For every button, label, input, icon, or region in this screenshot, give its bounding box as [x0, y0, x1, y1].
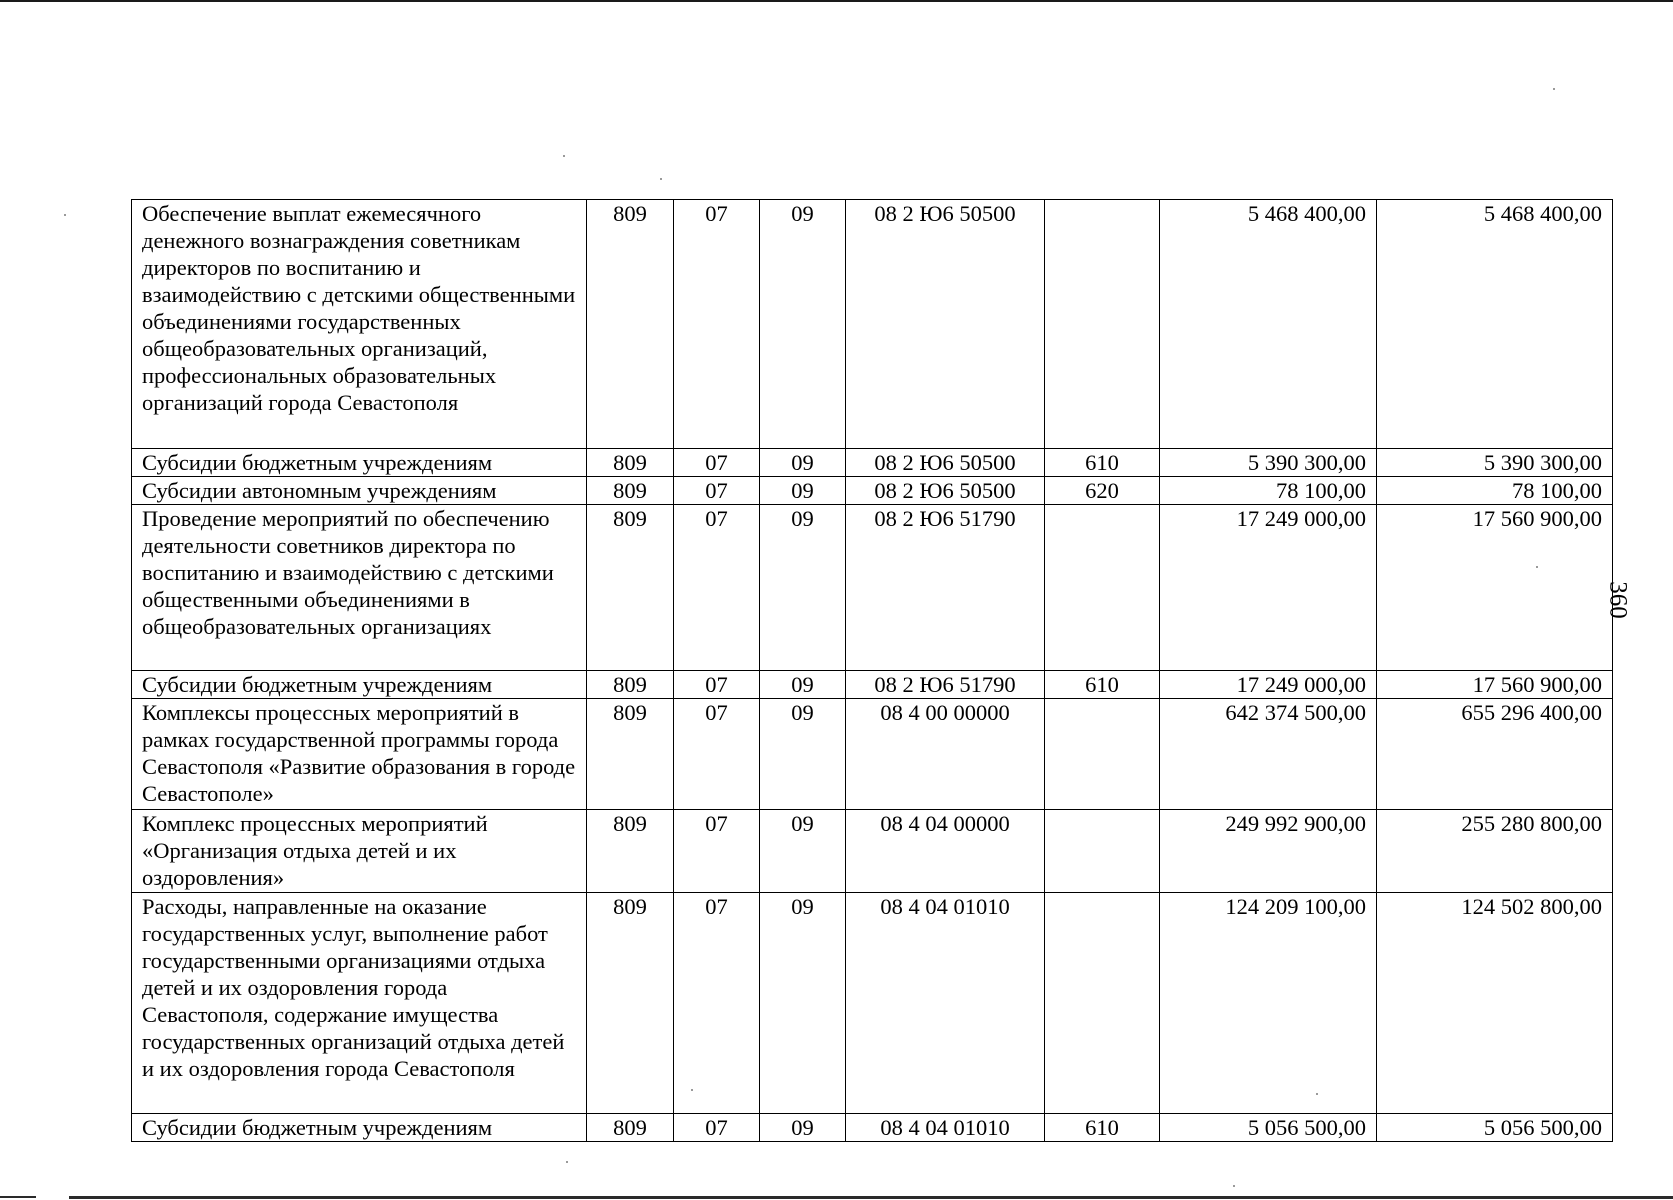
row-expense-type-code — [1045, 699, 1160, 810]
scan-artifact-speck — [64, 214, 66, 216]
row-target-article-code: 08 2 Ю6 50500 — [846, 477, 1045, 505]
page-number: 360 — [1604, 581, 1632, 619]
page-top-edge — [0, 0, 1673, 2]
row-section-code: 07 — [674, 200, 760, 449]
row-amount-second-year: 5 390 300,00 — [1377, 449, 1613, 477]
row-ved-code: 809 — [587, 200, 674, 449]
row-section-code: 07 — [674, 810, 760, 893]
row-subsection-code: 09 — [760, 810, 846, 893]
row-target-article-code: 08 4 04 01010 — [846, 1114, 1045, 1142]
row-subsection-code: 09 — [760, 671, 846, 699]
table-row — [132, 449, 1613, 477]
scan-artifact-speck — [1316, 1093, 1318, 1095]
row-expense-type-code: 610 — [1045, 671, 1160, 699]
row-subsection-code: 09 — [760, 505, 846, 671]
row-subsection-code: 09 — [760, 477, 846, 505]
scan-artifact-line-right — [69, 1196, 1673, 1199]
row-section-code: 07 — [674, 699, 760, 810]
row-name: Обеспечение выплат ежемесячного денежного вознаграждения советникам директоров по воспитанию и взаимодействию с детскими общественными объединениями государственных общеобразовательных организаций, профессиональных образовательных организаций города Севастополя — [132, 200, 587, 449]
row-ved-code: 809 — [587, 1114, 674, 1142]
row-amount-first-year: 124 209 100,00 — [1160, 893, 1377, 1114]
table-row — [132, 1114, 1613, 1142]
row-subsection-code: 09 — [760, 699, 846, 810]
scan-artifact-speck — [566, 1161, 568, 1163]
row-name: Субсидии бюджетным учреждениям — [132, 1114, 587, 1142]
row-target-article-code: 08 2 Ю6 50500 — [846, 449, 1045, 477]
row-target-article-code: 08 4 04 01010 — [846, 893, 1045, 1114]
row-amount-first-year: 642 374 500,00 — [1160, 699, 1377, 810]
scan-artifact-speck — [1536, 566, 1538, 568]
row-name: Субсидии бюджетным учреждениям — [132, 671, 587, 699]
row-name: Субсидии бюджетным учреждениям — [132, 449, 587, 477]
row-expense-type-code: 610 — [1045, 449, 1160, 477]
row-name: Комплексы процессных мероприятий в рамках государственной программы города Севастополя «Развитие образования в городе Севастополе» — [132, 699, 587, 810]
row-amount-first-year: 249 992 900,00 — [1160, 810, 1377, 893]
row-amount-second-year: 17 560 900,00 — [1377, 671, 1613, 699]
row-subsection-code: 09 — [760, 893, 846, 1114]
row-section-code: 07 — [674, 893, 760, 1114]
row-section-code: 07 — [674, 1114, 760, 1142]
row-ved-code: 809 — [587, 699, 674, 810]
row-target-article-code: 08 2 Ю6 51790 — [846, 671, 1045, 699]
row-expense-type-code — [1045, 200, 1160, 449]
row-ved-code: 809 — [587, 477, 674, 505]
scan-artifact-speck — [563, 155, 565, 157]
row-name: Комплекс процессных мероприятий «Организация отдыха детей и их оздоровления» — [132, 810, 587, 893]
row-name: Субсидии автономным учреждениям — [132, 477, 587, 505]
row-section-code: 07 — [674, 477, 760, 505]
row-amount-first-year: 17 249 000,00 — [1160, 671, 1377, 699]
table-row — [132, 893, 1613, 1114]
scan-artifact-speck — [691, 1089, 693, 1091]
row-ved-code: 809 — [587, 505, 674, 671]
budget-table — [131, 199, 1613, 1142]
row-name: Расходы, направленные на оказание государственных услуг, выполнение работ государственными организациями отдыха детей и их оздоровления города Севастополя, содержание имущества государственных организаций отдыха детей и их оздоровления города Севастополя — [132, 893, 587, 1114]
scan-artifact-speck — [1233, 1185, 1235, 1187]
row-section-code: 07 — [674, 505, 760, 671]
row-amount-first-year: 5 056 500,00 — [1160, 1114, 1377, 1142]
row-expense-type-code — [1045, 893, 1160, 1114]
row-target-article-code: 08 4 00 00000 — [846, 699, 1045, 810]
row-ved-code: 809 — [587, 893, 674, 1114]
row-name: Проведение мероприятий по обеспечению деятельности советников директора по воспитанию и взаимодействию с детскими общественными объединениями в общеобразовательных организациях — [132, 505, 587, 671]
table-row — [132, 200, 1613, 449]
row-ved-code: 809 — [587, 449, 674, 477]
row-ved-code: 809 — [587, 671, 674, 699]
row-amount-second-year: 5 056 500,00 — [1377, 1114, 1613, 1142]
scan-artifact-line-left — [0, 1196, 36, 1198]
table-row — [132, 699, 1613, 810]
row-subsection-code: 09 — [760, 200, 846, 449]
scan-artifact-speck — [660, 178, 662, 180]
row-target-article-code: 08 2 Ю6 51790 — [846, 505, 1045, 671]
row-ved-code: 809 — [587, 810, 674, 893]
row-subsection-code: 09 — [760, 449, 846, 477]
row-amount-second-year: 655 296 400,00 — [1377, 699, 1613, 810]
row-expense-type-code: 620 — [1045, 477, 1160, 505]
row-amount-second-year: 255 280 800,00 — [1377, 810, 1613, 893]
row-expense-type-code — [1045, 505, 1160, 671]
row-amount-second-year: 124 502 800,00 — [1377, 893, 1613, 1114]
row-section-code: 07 — [674, 671, 760, 699]
row-expense-type-code: 610 — [1045, 1114, 1160, 1142]
row-amount-second-year: 78 100,00 — [1377, 477, 1613, 505]
row-expense-type-code — [1045, 810, 1160, 893]
row-section-code: 07 — [674, 449, 760, 477]
row-target-article-code: 08 2 Ю6 50500 — [846, 200, 1045, 449]
table-row — [132, 810, 1613, 893]
row-amount-first-year: 78 100,00 — [1160, 477, 1377, 505]
table-row — [132, 671, 1613, 699]
row-amount-first-year: 5 468 400,00 — [1160, 200, 1377, 449]
row-amount-first-year: 17 249 000,00 — [1160, 505, 1377, 671]
row-target-article-code: 08 4 04 00000 — [846, 810, 1045, 893]
scan-artifact-speck — [1553, 88, 1555, 90]
row-amount-second-year: 17 560 900,00 — [1377, 505, 1613, 671]
row-amount-first-year: 5 390 300,00 — [1160, 449, 1377, 477]
row-subsection-code: 09 — [760, 1114, 846, 1142]
table-row — [132, 505, 1613, 671]
table-row — [132, 477, 1613, 505]
row-amount-second-year: 5 468 400,00 — [1377, 200, 1613, 449]
